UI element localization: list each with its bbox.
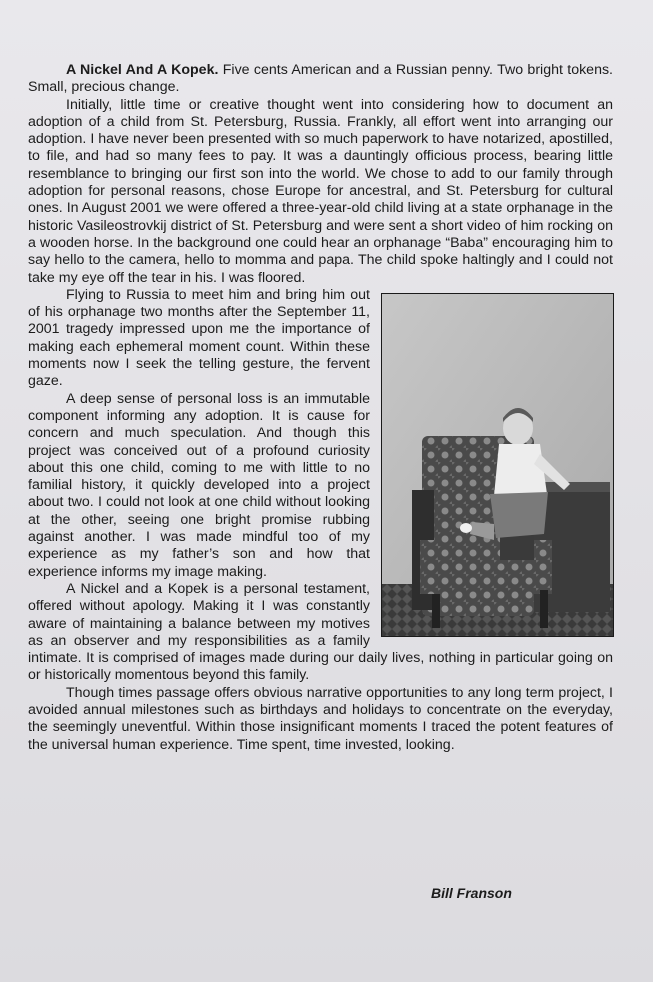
photo-child-in-armchair — [382, 294, 613, 636]
intro-text: Five cents American and a Russian penny. Two bright tokens. Small, precious change. — [28, 62, 613, 96]
photo-image — [382, 294, 613, 636]
statement-text — [28, 62, 613, 754]
paragraph-1: Initially, little time or creative thought went into considering how to document an adoption of a child from St. Petersburg, Russia. Frankly, all effort went into arranging our adoption. I have never been presented with so much paperwork to have notarized, apostilled, to file, and had so many fees to pay. It was a dauntingly officious process, bearing little resemblance to bringing our first son into the world. We chose to add to our family through adoption for personal reasons, chose Europe for ancestral, and St. Petersburg for cultural ones. In August 2001 we were offered a three-year-old child living at a state orphanage in the historic Vasileostrovkij district of St. Petersburg and were sent a short video of him rocking on a wooden horse. In the background one could hear an orphanage “Baba” encouraging him to say hello to the camera, hello to momma and papa. The child spoke haltingly and I could not take my eye off the tear in his. I was floored. — [28, 96, 613, 286]
intro-paragraph — [28, 62, 613, 97]
paragraph-2: Flying to Russia to meet him and bring him out of his orphanage two months after the September 11, 2001 tragedy impressed upon me the importance of making each ephemeral moment count. Within these moments now I seek the telling gesture, the fervent gaze. — [28, 286, 370, 390]
paragraph-4: A Nickel and a Kopek is a personal testament, offered without apology. Making it I was constantly aware of maintaining a balance between my motives as an observer and my responsibilities as a family intimate. It is comprised of images made during our daily lives, nothing in particular going on or historically momentous beyond this family. — [28, 580, 613, 684]
paragraph-5: Though times passage offers obvious narrative opportunities to any long term project, I avoided annual milestones such as birthdays and holidays to concentrate on the everyday, the seemingly uneventful. Within those insignificant moments I traced the potent features of the universal human experience. Time spent, time invested, looking. — [28, 684, 613, 753]
statement-title: A Nickel And A Kopek. — [66, 62, 219, 78]
paragraph-3: A deep sense of personal loss is an immutable component informing any adoption. It is cause for concern and much speculation. And though this project was conceived out of a profound curiosity about this one child, coming to me with little to no familial history, it quickly developed into a project about two. I could not look at one child without looking at the other, seeing one bright promise rubbing against another. I was made mindful too of my experience as my father’s son and how that experience informs my image making. — [28, 390, 370, 580]
signature: Bill Franson — [431, 885, 512, 901]
